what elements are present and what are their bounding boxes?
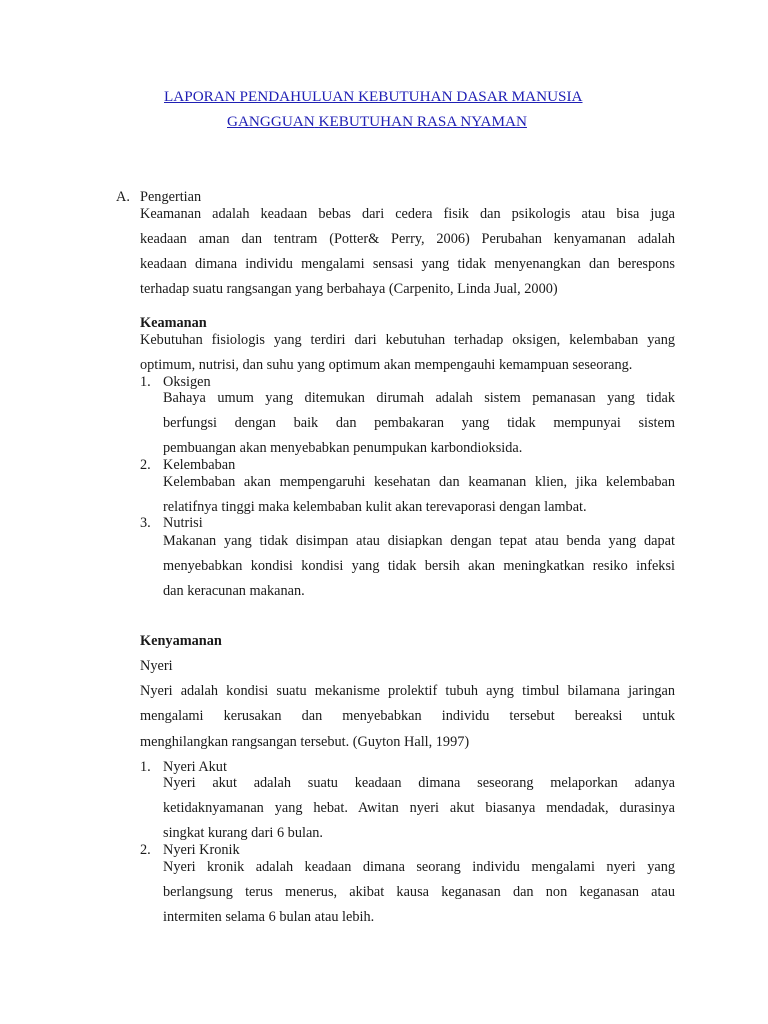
- list-label-nyeri-akut: Nyeri Akut: [163, 759, 227, 775]
- section-a-heading: Pengertian: [140, 189, 202, 205]
- section-a-line: Keamanan adalah keadaan bebas dari cedera fisik dan psikologis atau bisa juga: [140, 206, 675, 222]
- nyeri-akut-line: singkat kurang dari 6 bulan.: [163, 825, 324, 841]
- nyeri-akut-line: ketidaknyamanan yang hebat. Awitan nyeri akut biasanya mendadak, durasinya: [163, 800, 675, 816]
- oksigen-line: pembuangan akan menyebabkan penumpukan karbondioksida.: [163, 440, 523, 456]
- kelembaban-line: Kelembaban akan mempengaruhi kesehatan dan keamanan klien, jika kelembaban: [163, 474, 675, 490]
- nyeri-line: mengalami kerusakan dan menyebabkan individu tersebut bereaksi untuk: [140, 708, 675, 724]
- nutrisi-line: menyebabkan kondisi kondisi yang tidak bersih akan meningkatkan resiko infeksi: [163, 558, 675, 574]
- list-number: 2.: [140, 457, 151, 473]
- kelembaban-line: relatifnya tinggi maka kelembaban kulit akan terevaporasi dengan lambat.: [163, 499, 587, 515]
- keamanan-heading: Keamanan: [140, 315, 207, 331]
- list-label-kelembaban: Kelembaban: [163, 457, 236, 473]
- title-line-1: LAPORAN PENDAHULUAN KEBUTUHAN DASAR MANUSIA: [164, 88, 583, 105]
- nutrisi-line: Makanan yang tidak disimpan atau disiapkan dengan tepat atau benda yang dapat: [163, 533, 675, 549]
- title-word-gangguan: GANGGUAN: [227, 113, 315, 130]
- nyeri-kronik-line: intermiten selama 6 bulan atau lebih.: [163, 909, 375, 925]
- keamanan-line: Kebutuhan fisiologis yang terdiri dari kebutuhan terhadap oksigen, kelembaban yang: [140, 332, 675, 348]
- oksigen-line: Bahaya umum yang ditemukan dirumah adalah sistem pemanasan yang tidak: [163, 390, 675, 406]
- nutrisi-line: dan keracunan makanan.: [163, 583, 305, 599]
- section-a-line: terhadap suatu rangsangan yang berbahaya (Carpenito, Linda Jual, 2000): [140, 281, 558, 297]
- title-phrase-rasa-nyaman: KEBUTUHAN RASA NYAMAN: [318, 113, 527, 130]
- section-a-line: keadaan dimana individu mengalami sensasi yang tidak menyenangkan dan berespons: [140, 256, 675, 272]
- list-number: 1.: [140, 374, 151, 390]
- title-line-2: [227, 113, 527, 131]
- keamanan-line: optimum, nutrisi, dan suhu yang optimum akan mempengauhi kemampuan seseorang.: [140, 357, 633, 373]
- list-label-nutrisi: Nutrisi: [163, 515, 203, 531]
- list-label-nyeri-kronik: Nyeri Kronik: [163, 842, 240, 858]
- section-a-line: keadaan aman dan tentram (Potter& Perry, 2006) Perubahan kenyamanan adalah: [140, 231, 675, 247]
- nyeri-kronik-line: Nyeri kronik adalah keadaan dimana seorang individu mengalami nyeri yang: [163, 859, 675, 875]
- kenyamanan-heading: Kenyamanan: [140, 633, 222, 649]
- nyeri-kronik-line: berlangsung terus menerus, akibat kausa keganasan dan non keganasan atau: [163, 884, 675, 900]
- list-number: 3.: [140, 515, 151, 531]
- section-a-marker: A.: [116, 189, 130, 205]
- list-label-oksigen: Oksigen: [163, 374, 211, 390]
- nyeri-line: Nyeri adalah kondisi suatu mekanisme prolektif tubuh ayng timbul bilamana jaringan: [140, 683, 675, 699]
- nyeri-akut-line: Nyeri akut adalah suatu keadaan dimana seseorang melaporkan adanya: [163, 775, 675, 791]
- list-number: 1.: [140, 759, 151, 775]
- nyeri-subheading: Nyeri: [140, 658, 173, 674]
- list-number: 2.: [140, 842, 151, 858]
- nyeri-line: menghilangkan rangsangan tersebut. (Guyton Hall, 1997): [140, 734, 470, 750]
- oksigen-line: berfungsi dengan baik dan pembakaran yang tidak mempunyai sistem: [163, 415, 675, 431]
